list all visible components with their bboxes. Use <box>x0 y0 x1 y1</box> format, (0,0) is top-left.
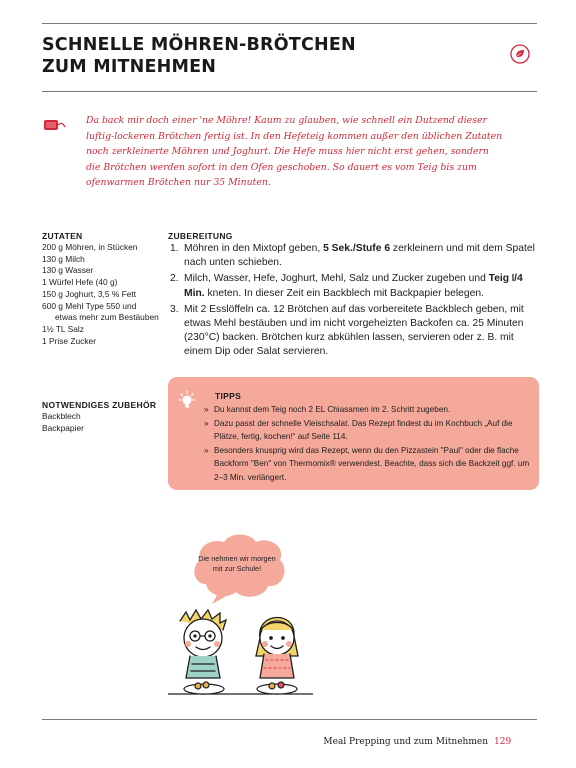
tip-item <box>204 403 534 417</box>
step-text: kneten. In dieser Zeit ein Backblech mit Backpapier belegen. <box>204 287 484 299</box>
ingredient-text: 200 g Möhren, in Stücken <box>42 242 138 252</box>
page-number: 129 <box>494 737 512 747</box>
tip-bullet: » <box>204 445 209 455</box>
step-number: 3. <box>170 303 179 315</box>
tip-bullet: » <box>204 418 209 428</box>
title-rule <box>42 91 537 92</box>
ingredient-item <box>42 242 162 254</box>
thread-spool-icon <box>44 119 66 131</box>
step-setting: 5 Sek./Stufe 6 <box>323 243 391 254</box>
step-text: Möhren in den Mixtopf geben, <box>184 243 324 254</box>
ingredient-item <box>42 336 162 348</box>
step-text: zerkleinern und mit dem Spatel nach unten schieben. <box>184 243 535 269</box>
title-line-2: ZUM MITNEHMEN <box>42 57 217 77</box>
steps-list <box>170 242 540 362</box>
ingredients-heading: ZUTATEN <box>42 231 83 241</box>
tips-list <box>204 403 534 485</box>
ingredients-list <box>42 242 162 347</box>
tip-bullet: » <box>204 405 209 414</box>
tip-item <box>204 417 534 444</box>
tip-text: Du kannst dem Teig noch 2 EL Chiasamen im 2. Schritt zugeben. <box>214 405 451 414</box>
ingredient-item <box>42 301 162 324</box>
step-body <box>184 242 540 270</box>
ingredient-item <box>42 265 162 277</box>
step-item <box>170 242 540 270</box>
ingredient-item <box>42 289 162 301</box>
lightbulb-icon <box>177 390 197 412</box>
step-setting: Teig ⧙/4 Min. <box>184 273 523 299</box>
ingredient-text: 600 g Mehl Type 550 und <box>42 300 137 311</box>
step-text: Milch, Wasser, Hefe, Joghurt, Mehl, Salz und Zucker zugeben und <box>184 273 489 285</box>
footer-section-title: Meal Prepping und zum Mitnehmen <box>323 737 488 747</box>
steps-heading: ZUBEREITUNG <box>168 231 233 241</box>
boy-figure <box>180 610 226 678</box>
step-body <box>184 303 540 360</box>
title-line-1: SCHNELLE MÖHREN-BRÖTCHEN <box>42 35 356 55</box>
ingredient-continuation: etwas mehr zum Bestäuben <box>55 312 159 323</box>
plates <box>184 682 297 694</box>
tip-text: Dazu passt der schnelle Vleischsalat. Das Rezept findest du im Kochbuch „Auf die Plätze, fertig, kochen!“ auf Seite 114. <box>214 418 513 442</box>
ingredient-text: 1 Würfel Hefe (40 g) <box>42 277 118 288</box>
ingredient-text: 130 g Milch <box>42 253 85 264</box>
ingredient-item <box>42 324 162 336</box>
ingredient-text: 1½ TL Salz <box>42 323 84 334</box>
tips-heading: TIPPS <box>215 391 242 401</box>
footer-rule <box>42 719 537 720</box>
step-item <box>170 303 540 360</box>
top-rule <box>42 23 537 24</box>
step-body <box>184 272 540 300</box>
tool-item: Backblech <box>42 411 81 421</box>
intro-text: Da back mir doch einer 'ne Möhre! Kaum zu glauben, wie schnell ein Dutzend dieser luftig-lockeren Brötchen fertig ist. In den Hefeteig kommen außer den üblichen Zutaten noch zerkleinerte Möhren und Joghurt. Die Hefe muss hier nicht erst gehen, sondern die Brötchen werden sofort in den Ofen geschoben. So dauert es vom Teig bis zum ofenwarmen Brötchen nur 35 Minuten. <box>86 115 503 188</box>
step-text: Mit 2 Esslöffeln ca. 12 Brötchen auf das vorbereitete Backblech geben, mit etwas Mehl bestäuben und im nicht vorgeheizten Backofen ca. 25 Minuten (230°C) backen. Brötchen kurz abkühlen lassen, servieren oder z. B. mit einem Dip oder Salat servieren. <box>184 303 524 358</box>
tip-item <box>204 444 534 485</box>
speech-bubble-text: Die nehmen wir morgen mit zur Schule! <box>198 554 276 574</box>
tip-text: Besonders knusprig wird das Rezept, wenn du den Pizzastein "Paul" oder die flache Backform "Ben" von Thermomix® verwendest. Beachte, dass sich die Backzeit ggf. um 2–3 Min. verlängert. <box>214 445 530 482</box>
leaf-icon <box>510 44 530 64</box>
girl-figure <box>256 617 298 678</box>
step-item <box>170 272 540 300</box>
tools-list <box>42 411 84 435</box>
ingredient-text: 130 g Wasser <box>42 265 94 276</box>
step-number: 1. <box>170 243 179 254</box>
ingredient-text: 1 Prise Zucker <box>42 335 96 346</box>
tools-heading: NOTWENDIGES ZUBEHÖR <box>42 400 157 410</box>
ingredient-item <box>42 254 162 266</box>
ingredient-item <box>42 277 162 289</box>
tool-item: Backpapier <box>42 422 84 433</box>
ingredient-text: 150 g Joghurt, 3,5 % Fett <box>42 288 137 299</box>
step-number: 2. <box>170 273 179 285</box>
page-title <box>42 34 462 78</box>
